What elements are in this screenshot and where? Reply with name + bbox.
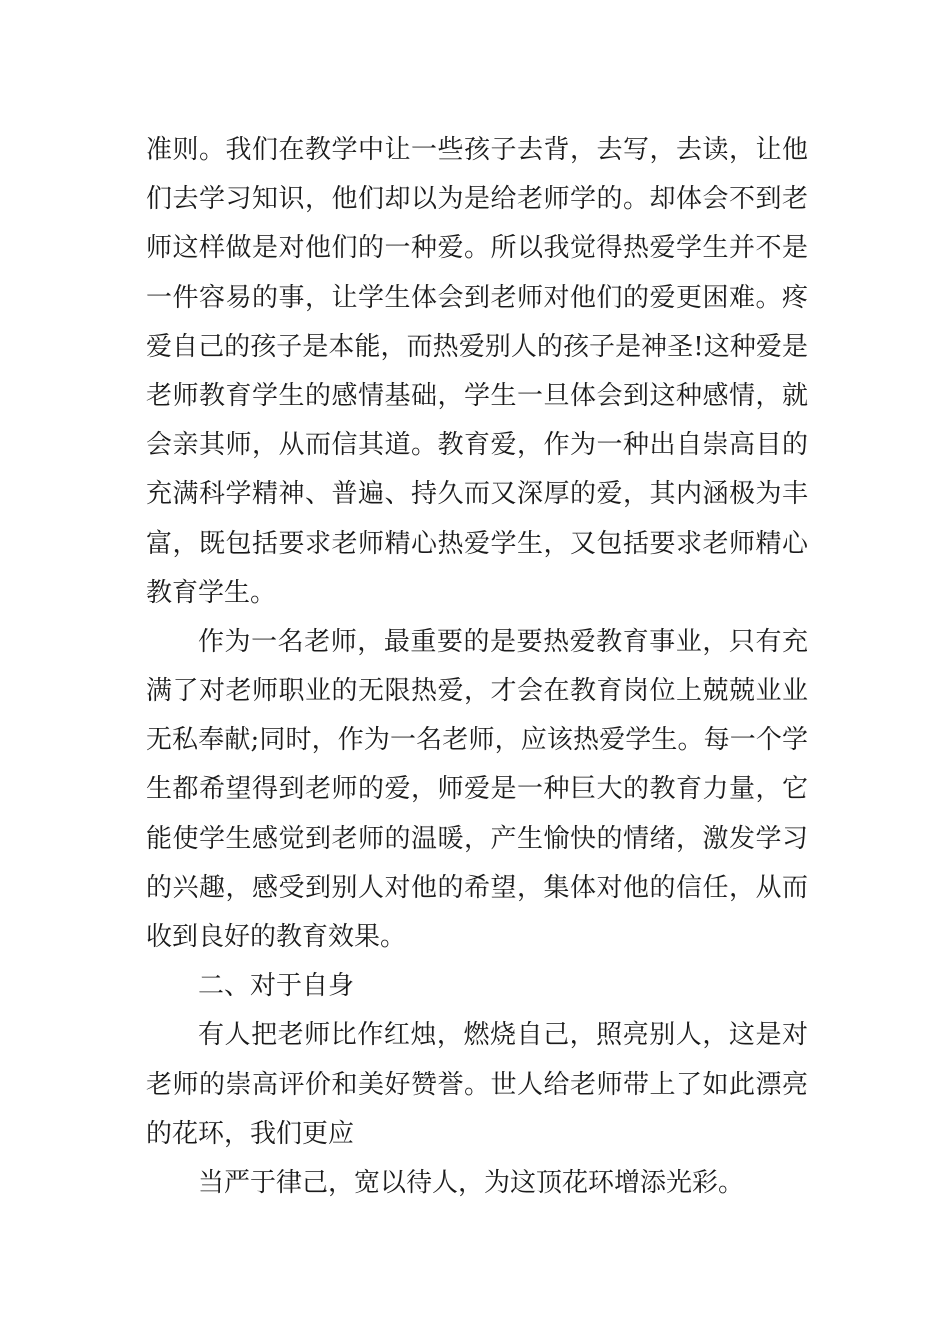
- text-line: 准则。我们在教学中让一些孩子去背，去写，去读，让他: [146, 135, 808, 165]
- text-line: 的兴趣，感受到别人对他的希望，集体对他的信任，从而: [146, 872, 808, 903]
- text-line: 能使学生感觉到老师的温暖，产生愉快的情绪，激发学习: [146, 823, 808, 854]
- text-line: 爱自己的孩子是本能，而热爱别人的孩子是神圣!这种爱是: [146, 331, 808, 362]
- text-line: 老师教育学生的感情基础，学生一旦体会到这种感情，就: [146, 380, 808, 411]
- text-line: 充满科学精神、普遍、持久而又深厚的爱，其内涵极为丰: [146, 479, 808, 510]
- text-line: 会亲其师，从而信其道。教育爱，作为一种出自崇高目的: [146, 430, 808, 461]
- text-line: 富，既包括要求老师精心热爱学生，又包括要求老师精心: [146, 528, 808, 559]
- text-line: 当严于律己，宽以待人，为这顶花环增添光彩。: [198, 1167, 745, 1198]
- text-line: 们去学习知识，他们却以为是给老师学的。却体会不到老: [146, 184, 808, 215]
- text-line: 教育学生。: [146, 577, 277, 608]
- text-line: 师这样做是对他们的一种爱。所以我觉得热爱学生并不是: [146, 233, 808, 264]
- text-line: 的花环，我们更应: [146, 1118, 355, 1149]
- text-line: 老师的崇高评价和美好赞誉。世人给老师带上了如此漂亮: [146, 1069, 808, 1100]
- text-line: 有人把老师比作红烛，燃烧自己，照亮别人，这是对: [198, 1020, 808, 1051]
- text-line: 作为一名老师，最重要的是要热爱教育事业，只有充: [198, 626, 808, 657]
- text-line: 收到良好的教育效果。: [146, 922, 407, 952]
- text-line: 无私奉献;同时，作为一名老师，应该热爱学生。每一个学: [146, 725, 808, 756]
- document-body: [146, 126, 808, 1208]
- text-line: 二、对于自身: [198, 971, 355, 1002]
- text-line: 生都希望得到老师的爱，师爱是一种巨大的教育力量，它: [146, 774, 808, 805]
- text-line: 满了对老师职业的无限热爱，才会在教育岗位上兢兢业业: [146, 676, 808, 707]
- text-line: 一件容易的事，让学生体会到老师对他们的爱更困难。疼: [146, 282, 808, 313]
